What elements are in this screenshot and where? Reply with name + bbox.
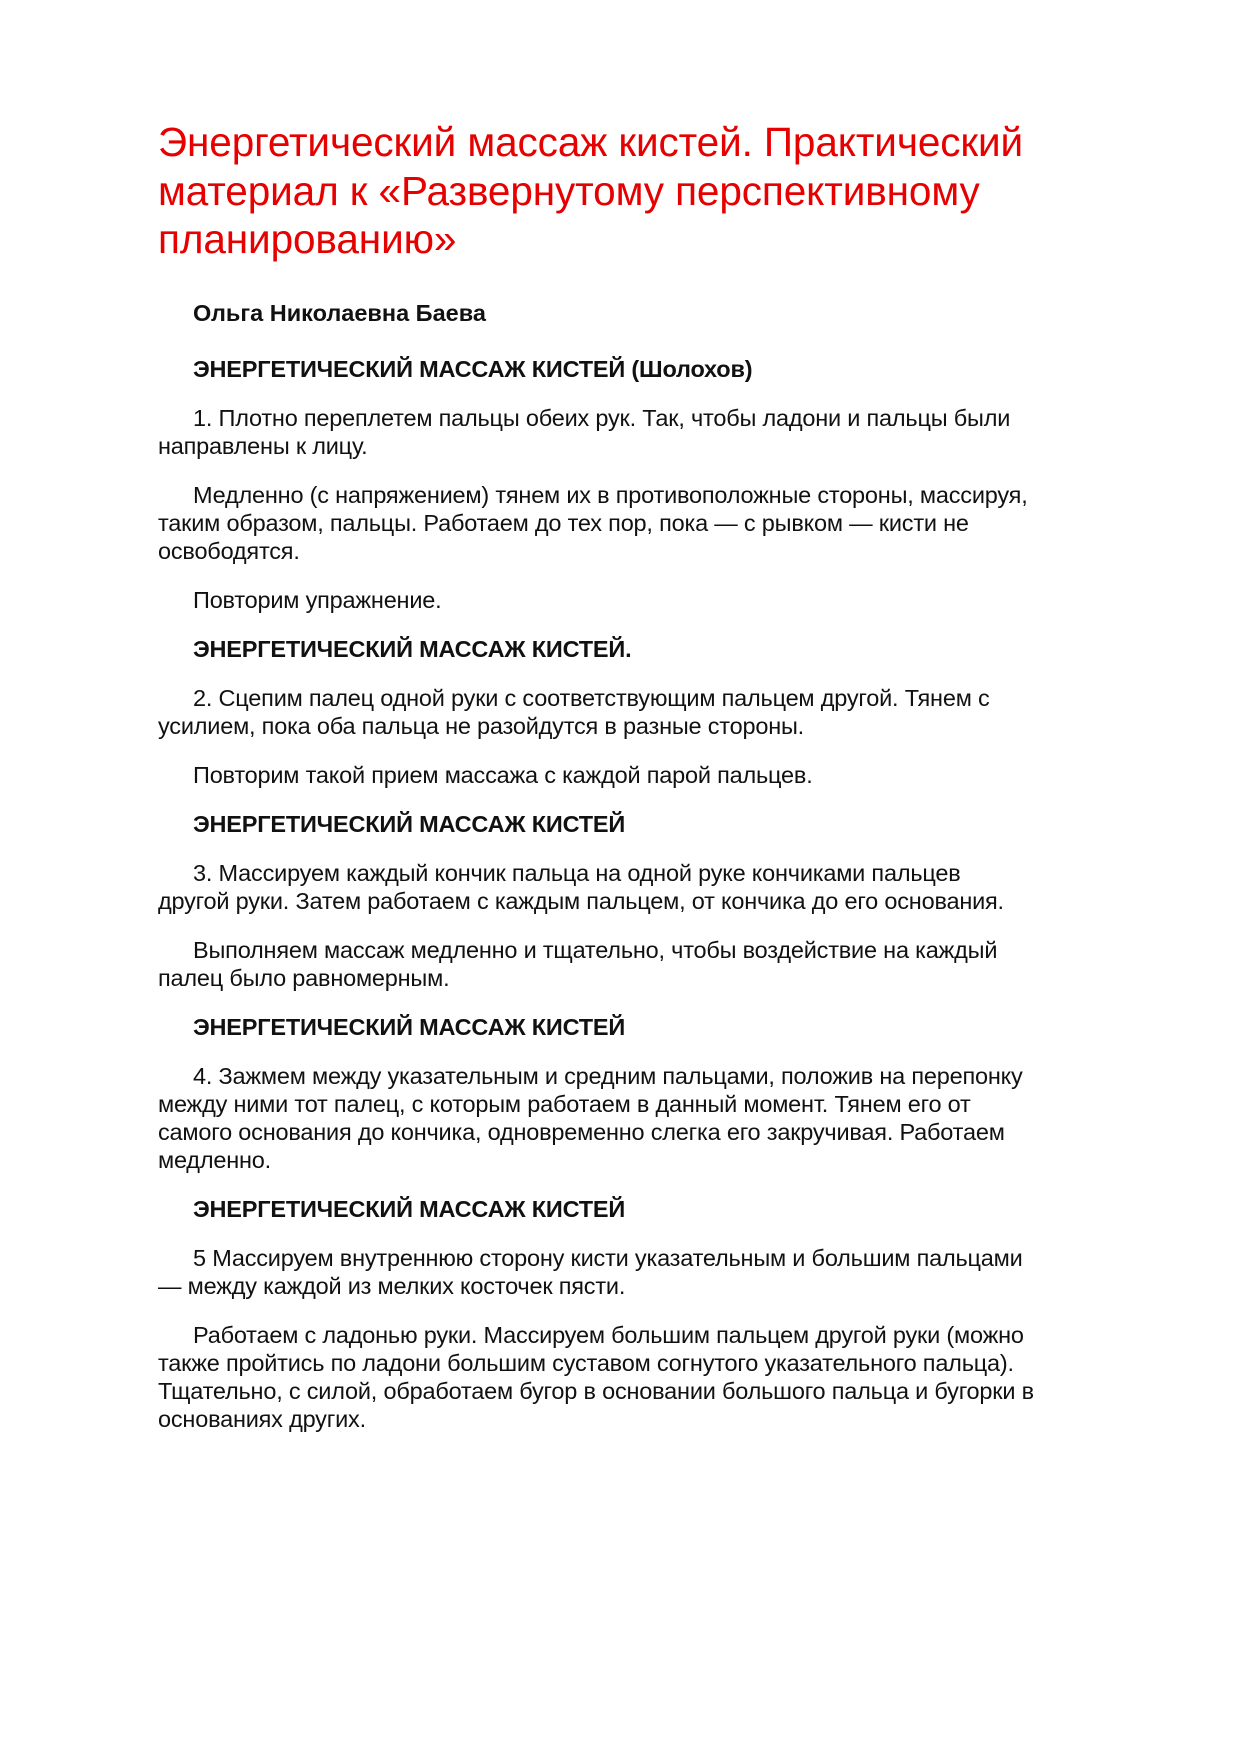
paragraph: Повторим упражнение. <box>193 586 442 613</box>
section-heading: ЭНЕРГЕТИЧЕСКИЙ МАССАЖ КИСТЕЙ <box>193 810 626 837</box>
section-heading: ЭНЕРГЕТИЧЕСКИЙ МАССАЖ КИСТЕЙ <box>193 1195 626 1222</box>
section-5 <box>158 1195 1034 1433</box>
paragraph: Повторим такой прием массажа с каждой парой пальцев. <box>193 761 813 788</box>
paragraph: 1. Плотно переплетем пальцы обеих рук. Так, чтобы ладони и пальцы были направлены к лицу. <box>158 404 1011 459</box>
paragraph: 4. Зажмем между указательным и средним пальцами, положив на перепонку между ними тот палец, с которым работаем в данный момент. Тянем его от самого основания до кончика, одновременно слегка его закручивая. Работаем медленно. <box>158 1062 1023 1173</box>
section-4 <box>158 1013 1034 1174</box>
paragraph: 2. Сцепим палец одной руки с соответствующим пальцем другой. Тянем с усилием, пока оба пальца не разойдутся в разные стороны. <box>158 684 990 739</box>
paragraph: 5 Массируем внутреннюю сторону кисти указательным и большим пальцами — между каждой из мелких косточек пясти. <box>158 1244 1023 1299</box>
section-1 <box>158 355 1034 614</box>
paragraph: 3. Массируем каждый кончик пальца на одной руке кончиками пальцев другой руки. Затем работаем с каждым пальцем, от кончика до его основания. <box>158 859 1004 914</box>
section-3 <box>158 810 1034 992</box>
section-2 <box>158 635 1034 789</box>
document-title: Энергетический массаж кистей. Практический материал к «Развернутому перспективному планированию» <box>158 119 1024 262</box>
section-heading: ЭНЕРГЕТИЧЕСКИЙ МАССАЖ КИСТЕЙ (Шолохов) <box>193 355 753 382</box>
document-page <box>158 118 1034 1454</box>
section-heading: ЭНЕРГЕТИЧЕСКИЙ МАССАЖ КИСТЕЙ <box>193 1013 626 1040</box>
paragraph: Работаем с ладонью руки. Массируем большим пальцем другой руки (можно также пройтись по ладони большим суставом согнутого указательного пальца). Тщательно, с силой, обработаем бугор в основании большого пальца и бугорки в основаниях других. <box>158 1321 1034 1432</box>
author-name: Ольга Николаевна Баева <box>193 299 486 326</box>
paragraph: Медленно (с напряжением) тянем их в противоположные стороны, массируя, таким образом, пальцы. Работаем до тех пор, пока — с рывком — кисти не освободятся. <box>158 481 1028 564</box>
paragraph: Выполняем массаж медленно и тщательно, чтобы воздействие на каждый палец было равномерным. <box>158 936 998 991</box>
section-heading: ЭНЕРГЕТИЧЕСКИЙ МАССАЖ КИСТЕЙ. <box>193 635 632 662</box>
